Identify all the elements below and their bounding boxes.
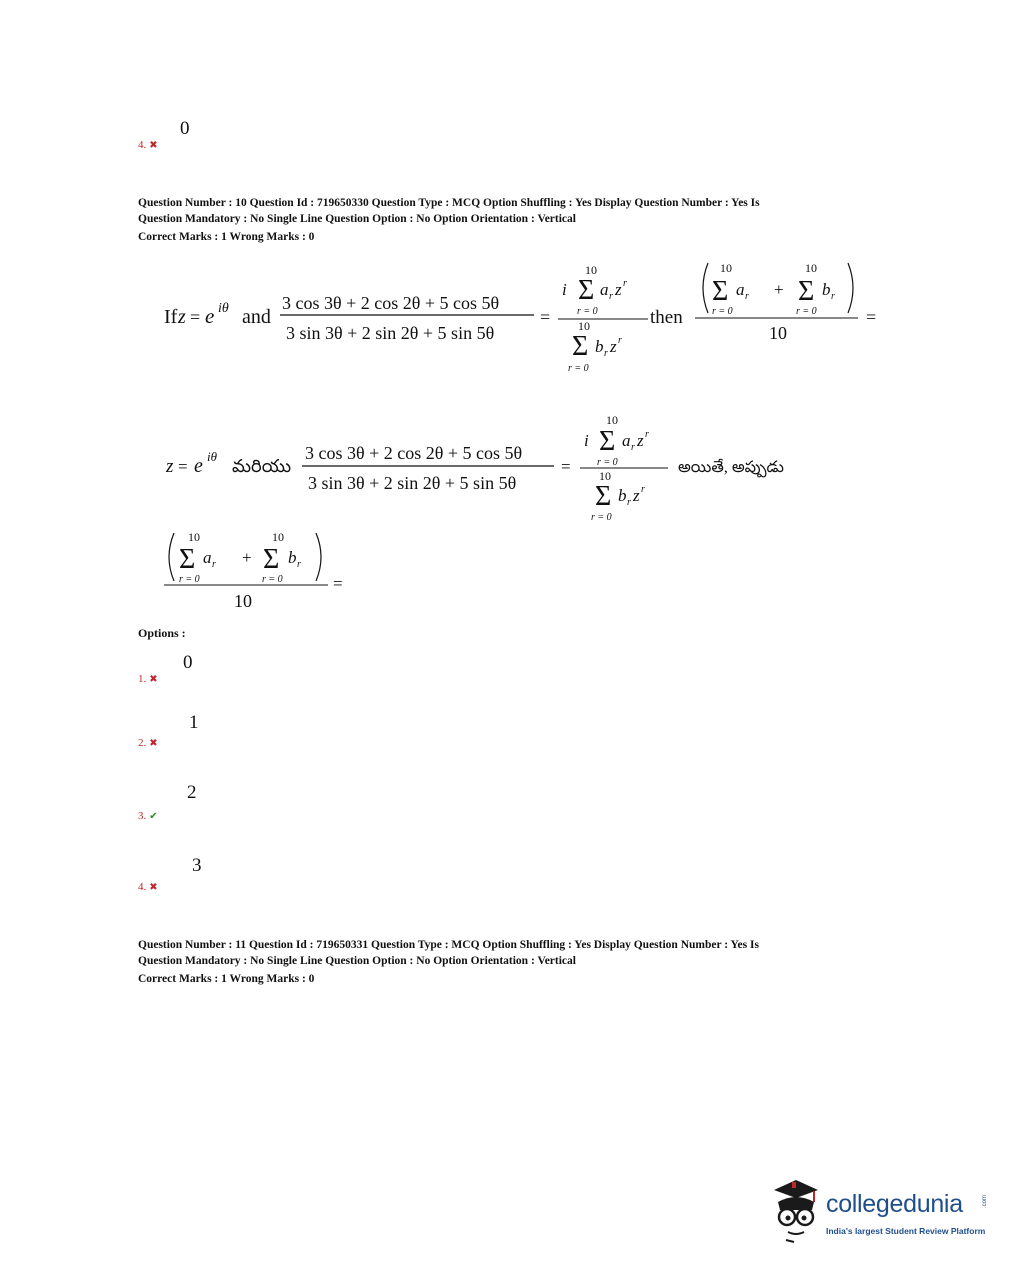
eq-ten: 10 xyxy=(769,323,787,343)
eq-equals-3: = xyxy=(866,307,877,327)
eq-a-sup: r xyxy=(623,278,627,289)
cross-icon: ✖ xyxy=(149,738,158,749)
eq-equals-2: = xyxy=(540,307,551,327)
eq-sum1-upper: 10 xyxy=(585,263,597,277)
q10-metadata xyxy=(138,195,878,245)
eq-ar-sub: r xyxy=(745,291,749,302)
cross-icon: ✖ xyxy=(149,674,158,685)
tb-equals: = xyxy=(333,574,343,593)
checkmark-icon: ✔ xyxy=(149,811,158,822)
te-sigma-2: Σ xyxy=(595,481,612,512)
option-1-value: 0 xyxy=(183,652,193,673)
eq-b-sup: r xyxy=(618,335,622,346)
eq-a-sub: r xyxy=(609,291,613,302)
option-3-value: 2 xyxy=(187,782,197,803)
eq-right-paren xyxy=(848,263,853,313)
te-b-sup: r xyxy=(641,484,645,495)
tb-sum1-upper: 10 xyxy=(188,530,200,544)
q11-meta-line1: Question Number : 11 Question Id : 719650331 Question Type : MCQ Option Shuffling : Yes Display Question Number : Yes Is xyxy=(138,939,759,951)
te-sum2-lower: r = 0 xyxy=(591,512,612,523)
eq-sum1-lower: r = 0 xyxy=(577,306,598,317)
te-sum1-upper: 10 xyxy=(606,413,618,427)
q11-meta-line2: Question Mandatory : No Single Line Question Option : No Option Orientation : Vertical xyxy=(138,955,576,967)
cross-icon: ✖ xyxy=(149,140,158,151)
option-2-value: 1 xyxy=(189,712,199,733)
student-mascot-icon xyxy=(766,1176,824,1244)
eq-exponent: iθ xyxy=(218,301,229,316)
tb-ten: 10 xyxy=(234,591,252,611)
tb-sigma-2: Σ xyxy=(263,544,280,575)
tb-br: b xyxy=(288,548,297,567)
te-exponent: iθ xyxy=(207,449,217,464)
tb-sum1-lower: r = 0 xyxy=(179,574,200,585)
tb-left-paren xyxy=(169,533,174,581)
eq-i: i xyxy=(562,280,567,299)
option-3[interactable] xyxy=(138,810,158,822)
eq-b-sub: r xyxy=(604,348,608,359)
eq-sigma-1: Σ xyxy=(578,275,595,306)
eq-a-z: z xyxy=(615,280,622,299)
eq-left-paren xyxy=(703,263,708,313)
q10-meta-line1: Question Number : 10 Question Id : 719650330 Question Type : MCQ Option Shuffling : Yes Display Question Number : Yes Is xyxy=(138,197,760,209)
tb-br-sub: r xyxy=(297,559,301,570)
q11-metadata xyxy=(138,937,878,987)
te-a-sup: r xyxy=(645,429,649,440)
eq-if: If xyxy=(164,306,178,328)
prev-option-4-value: 0 xyxy=(180,118,190,139)
option-4[interactable] xyxy=(138,881,158,893)
te-b-z: z xyxy=(633,486,640,505)
eq-sigma-2: Σ xyxy=(572,331,589,362)
te-e: e xyxy=(194,455,203,477)
eq-sum2-lower: r = 0 xyxy=(568,363,589,374)
option-2-number: 2. xyxy=(138,737,147,749)
cross-icon: ✖ xyxy=(149,882,158,893)
eq-denominator: 3 sin 3θ + 2 sin 2θ + 5 sin 5θ xyxy=(286,323,495,343)
te-z: z xyxy=(166,456,174,477)
eq-sum2-upper: 10 xyxy=(578,319,590,333)
eq-a: a xyxy=(600,280,609,299)
te-a-sub: r xyxy=(631,442,635,453)
te-then-word: అయితే, అప్పుడు xyxy=(678,459,784,476)
te-sum2-upper: 10 xyxy=(599,469,611,483)
tb-sum2-lower: r = 0 xyxy=(262,574,283,585)
q11-meta-line3: Correct Marks : 1 Wrong Marks : 0 xyxy=(138,973,315,985)
eq-sigma-4: Σ xyxy=(798,276,815,307)
tb-ar-sub: r xyxy=(212,559,216,570)
te-equals-1: = xyxy=(178,457,188,476)
tb-plus: + xyxy=(242,548,252,567)
q10-telugu-bracket-expression xyxy=(150,525,360,615)
eq-sum3-lower: r = 0 xyxy=(712,306,733,317)
option-1-number: 1. xyxy=(138,673,147,685)
te-equals-2: = xyxy=(561,457,571,476)
option-4-number: 4. xyxy=(138,881,147,893)
te-a: a xyxy=(622,431,631,450)
logo-tld: .com xyxy=(982,1195,988,1209)
eq-b: b xyxy=(595,337,604,356)
eq-b-z: z xyxy=(610,337,617,356)
eq-and: and xyxy=(242,306,271,328)
eq-e: e xyxy=(205,304,215,328)
te-denominator: 3 sin 3θ + 2 sin 2θ + 5 sin 5θ xyxy=(308,473,517,493)
eq-plus: + xyxy=(774,280,784,299)
eq-then: then xyxy=(650,307,683,328)
logo-tagline: India's largest Student Review Platform xyxy=(826,1226,986,1236)
eq-z: z xyxy=(178,306,186,328)
option-1[interactable] xyxy=(138,673,158,685)
eq-sigma-3: Σ xyxy=(712,276,729,307)
te-sum1-lower: r = 0 xyxy=(597,457,618,468)
eq-equals-1: = xyxy=(190,307,201,327)
eq-ar: a xyxy=(736,280,745,299)
te-b-sub: r xyxy=(627,497,631,508)
te-and-word: మరియు xyxy=(232,456,292,476)
eq-sum4-lower: r = 0 xyxy=(796,306,817,317)
collegedunia-logo xyxy=(766,1176,992,1246)
q10-english-equation xyxy=(150,255,895,380)
te-b: b xyxy=(618,486,627,505)
eq-br-sub: r xyxy=(831,291,835,302)
q10-telugu-equation xyxy=(150,410,830,525)
te-sigma-1: Σ xyxy=(599,426,616,457)
eq-sum4-upper: 10 xyxy=(805,261,817,275)
tb-right-paren xyxy=(316,533,321,581)
te-numerator: 3 cos 3θ + 2 cos 2θ + 5 cos 5θ xyxy=(305,443,523,463)
q10-meta-line2: Question Mandatory : No Single Line Question Option : No Option Orientation : Vertical xyxy=(138,213,576,225)
eq-sum3-upper: 10 xyxy=(720,261,732,275)
prev-option-4 xyxy=(138,139,158,151)
tb-ar: a xyxy=(203,548,212,567)
option-3-number: 3. xyxy=(138,810,147,822)
tb-sum2-upper: 10 xyxy=(272,530,284,544)
tb-sigma-1: Σ xyxy=(179,544,196,575)
option-4-value: 3 xyxy=(192,855,202,876)
option-2[interactable] xyxy=(138,737,158,749)
te-i: i xyxy=(584,431,589,450)
q10-meta-line3: Correct Marks : 1 Wrong Marks : 0 xyxy=(138,231,315,243)
te-a-z: z xyxy=(637,431,644,450)
options-label: Options : xyxy=(138,626,186,640)
eq-br: b xyxy=(822,280,831,299)
logo-brand: collegedunia xyxy=(826,1190,963,1218)
eq-numerator: 3 cos 3θ + 2 cos 2θ + 5 cos 5θ xyxy=(282,293,500,313)
prev-option-4-number: 4. xyxy=(138,139,147,151)
